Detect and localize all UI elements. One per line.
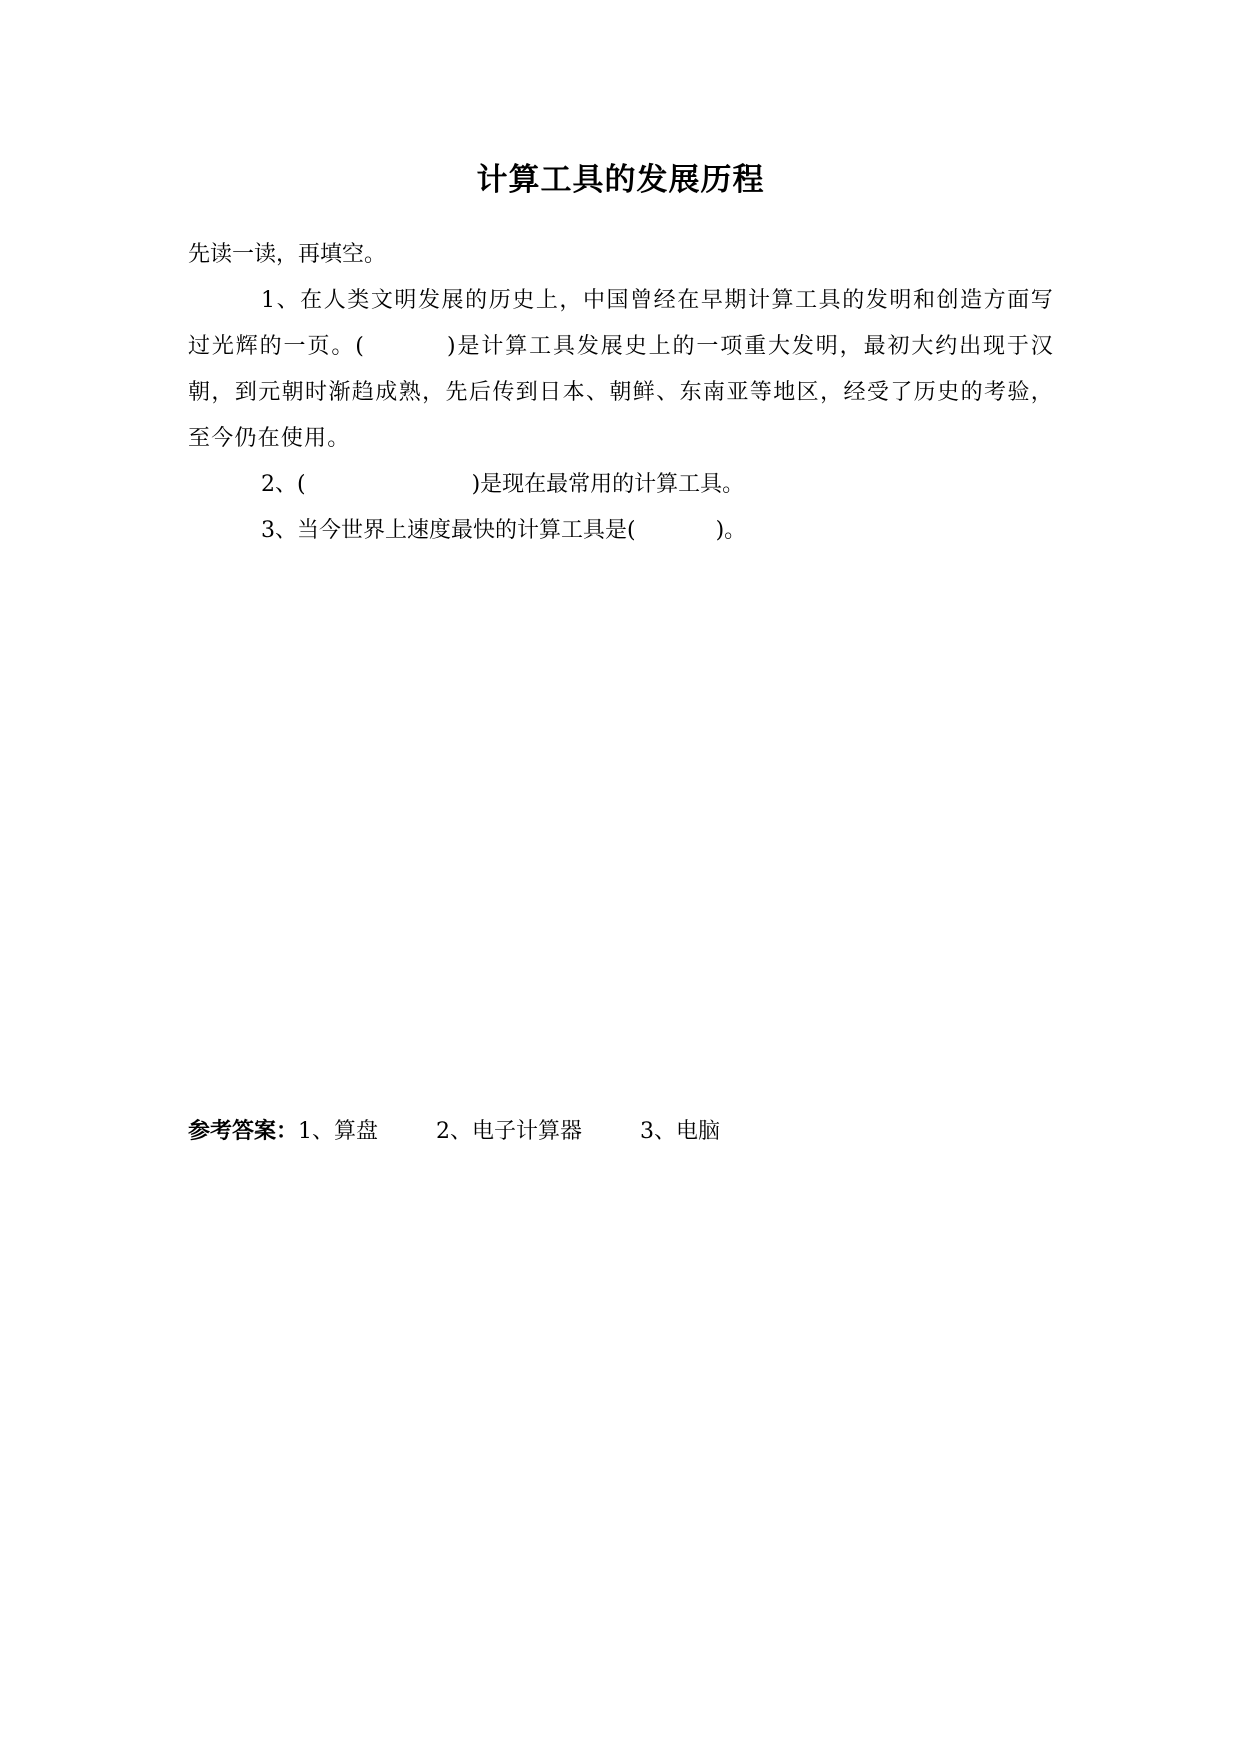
question-2-text-after: )是现在最常用的计算工具。 xyxy=(471,472,745,497)
question-1 xyxy=(188,278,1054,462)
question-3-text-before: 3、当今世界上速度最快的计算工具是( xyxy=(261,518,636,543)
question-3 xyxy=(188,508,1054,554)
question-3-text-after: )。 xyxy=(715,518,747,543)
answer-3: 3、电脑 xyxy=(640,1119,721,1144)
question-1-text-after: )是计算工具发展史上的一项重大发明，最初大约出现于汉朝，到元朝时渐趋成熟，先后传到日本、朝鲜、东南亚等地区，经受了历史的考验，至今仍在使用。 xyxy=(188,334,1054,451)
instructions: 先读一读，再填空。 xyxy=(188,242,387,267)
page-title: 计算工具的发展历程 xyxy=(476,162,765,198)
question-1-text-before: 1、在人类文明发展的历史上，中国曾经在早期计算工具的发明和创造方面写过光辉的一页。( xyxy=(188,288,1054,359)
question-2 xyxy=(188,462,1054,508)
question-2-text-before: 2、( xyxy=(261,472,306,497)
answer-key xyxy=(188,1112,720,1152)
answer-2: 2、电子计算器 xyxy=(436,1119,583,1144)
answer-key-label: 参考答案： xyxy=(188,1119,299,1144)
answer-1: 1、算盘 xyxy=(298,1119,379,1144)
